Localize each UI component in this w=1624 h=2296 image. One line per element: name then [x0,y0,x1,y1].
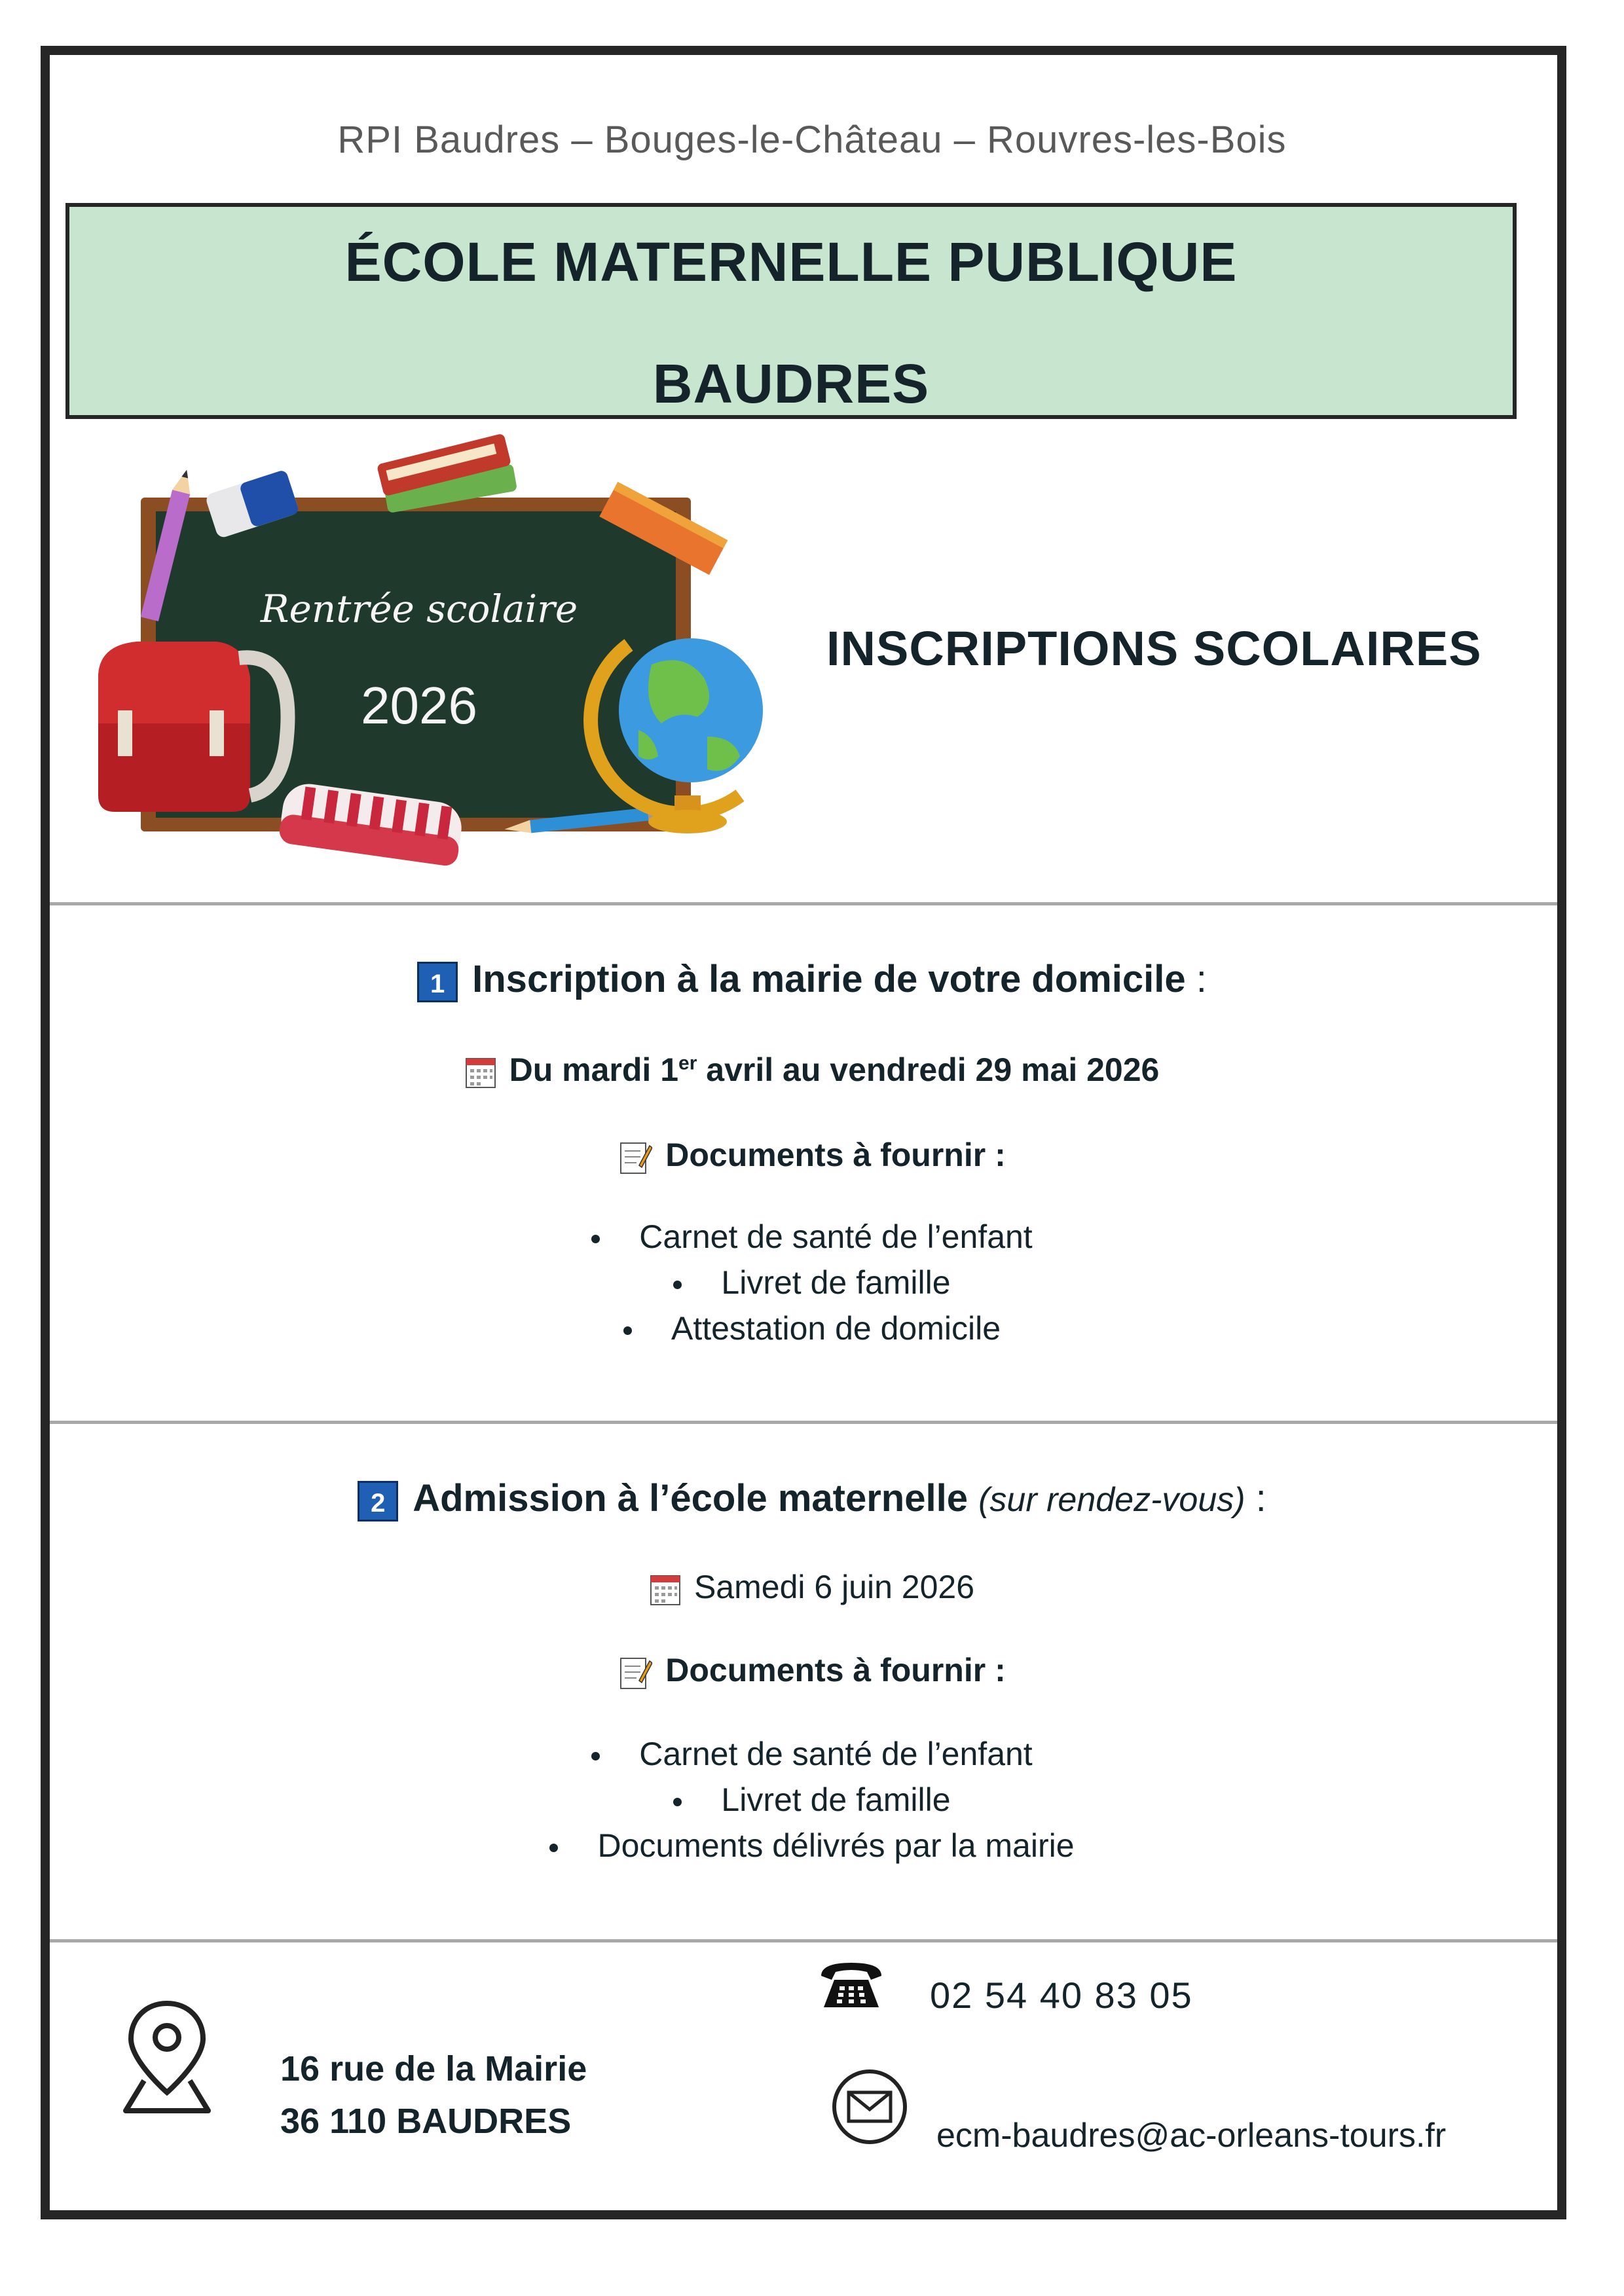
step1-colon: : [1185,958,1207,1000]
step2-colon: : [1245,1477,1266,1520]
step2-date-line [0,1568,1624,1606]
address [280,2043,587,2147]
step1-doc-item-2: Livret de famille [0,1264,1624,1302]
school-town: BAUDRES [652,353,930,414]
step1-doc-item-1: Carnet de santé de l’enfant [0,1218,1624,1256]
rpi-header: RPI Baudres – Bouges-le-Château – Rouvres-les-Bois [337,118,1287,161]
step1-date-sup: er [678,1052,697,1074]
step1-number-badge: 1 [417,962,458,1002]
back-to-school-illustration [79,429,773,874]
chalk-text-year: 2026 [361,676,477,735]
step1-docs-label-line [0,1136,1624,1176]
step2-note: (sur rendez-vous) [978,1481,1246,1519]
step1-doc-item-3: Attestation de domicile [0,1309,1624,1347]
address-city: 36 110 BAUDRES [280,2102,572,2141]
step2-number-badge: 2 [358,1481,398,1522]
school-title: ÉCOLE MATERNELLE PUBLIQUE [344,231,1238,293]
title-banner [65,203,1517,419]
telephone-icon [819,1958,884,2010]
divider-3 [50,1939,1557,1942]
envelope-icon [830,2068,909,2146]
step2-title: Admission à l’école maternelle [413,1477,968,1520]
chalk-text-rentree: Rentrée scolaire [260,587,578,631]
phone-number: 02 54 40 83 05 [930,1975,1193,2016]
address-street: 16 rue de la Mairie [280,2049,587,2088]
step1-docs-label: Documents à fournir : [665,1137,1006,1173]
section-heading: INSCRIPTIONS SCOLAIRES [826,621,1482,676]
email-address: ecm-baudres@ac-orleans-tours.fr [936,2117,1447,2155]
step1-date-line [0,1051,1624,1089]
memo-icon [618,1654,652,1691]
memo-icon [618,1139,652,1176]
divider-2 [50,1421,1557,1424]
calendar-icon [650,1573,681,1606]
step2-doc-item-1: Carnet de santé de l’enfant [0,1735,1624,1773]
step2-docs-label-line [0,1651,1624,1691]
step1-heading [0,957,1624,1002]
step1-title: Inscription à la mairie de votre domicile [472,958,1186,1000]
divider-1 [50,902,1557,905]
step2-doc-item-3: Documents délivrés par la mairie [0,1827,1624,1865]
step2-docs-label: Documents à fournir : [665,1652,1006,1688]
step1-date-prefix: Du mardi 1 [509,1051,679,1088]
step2-heading [0,1476,1624,1522]
step2-date: Samedi 6 juin 2026 [693,1569,975,1605]
calendar-icon [465,1056,496,1089]
step1-date-suffix: avril au vendredi 29 mai 2026 [697,1051,1160,1088]
location-pin-icon [118,1995,216,2113]
step2-doc-item-2: Livret de famille [0,1781,1624,1819]
